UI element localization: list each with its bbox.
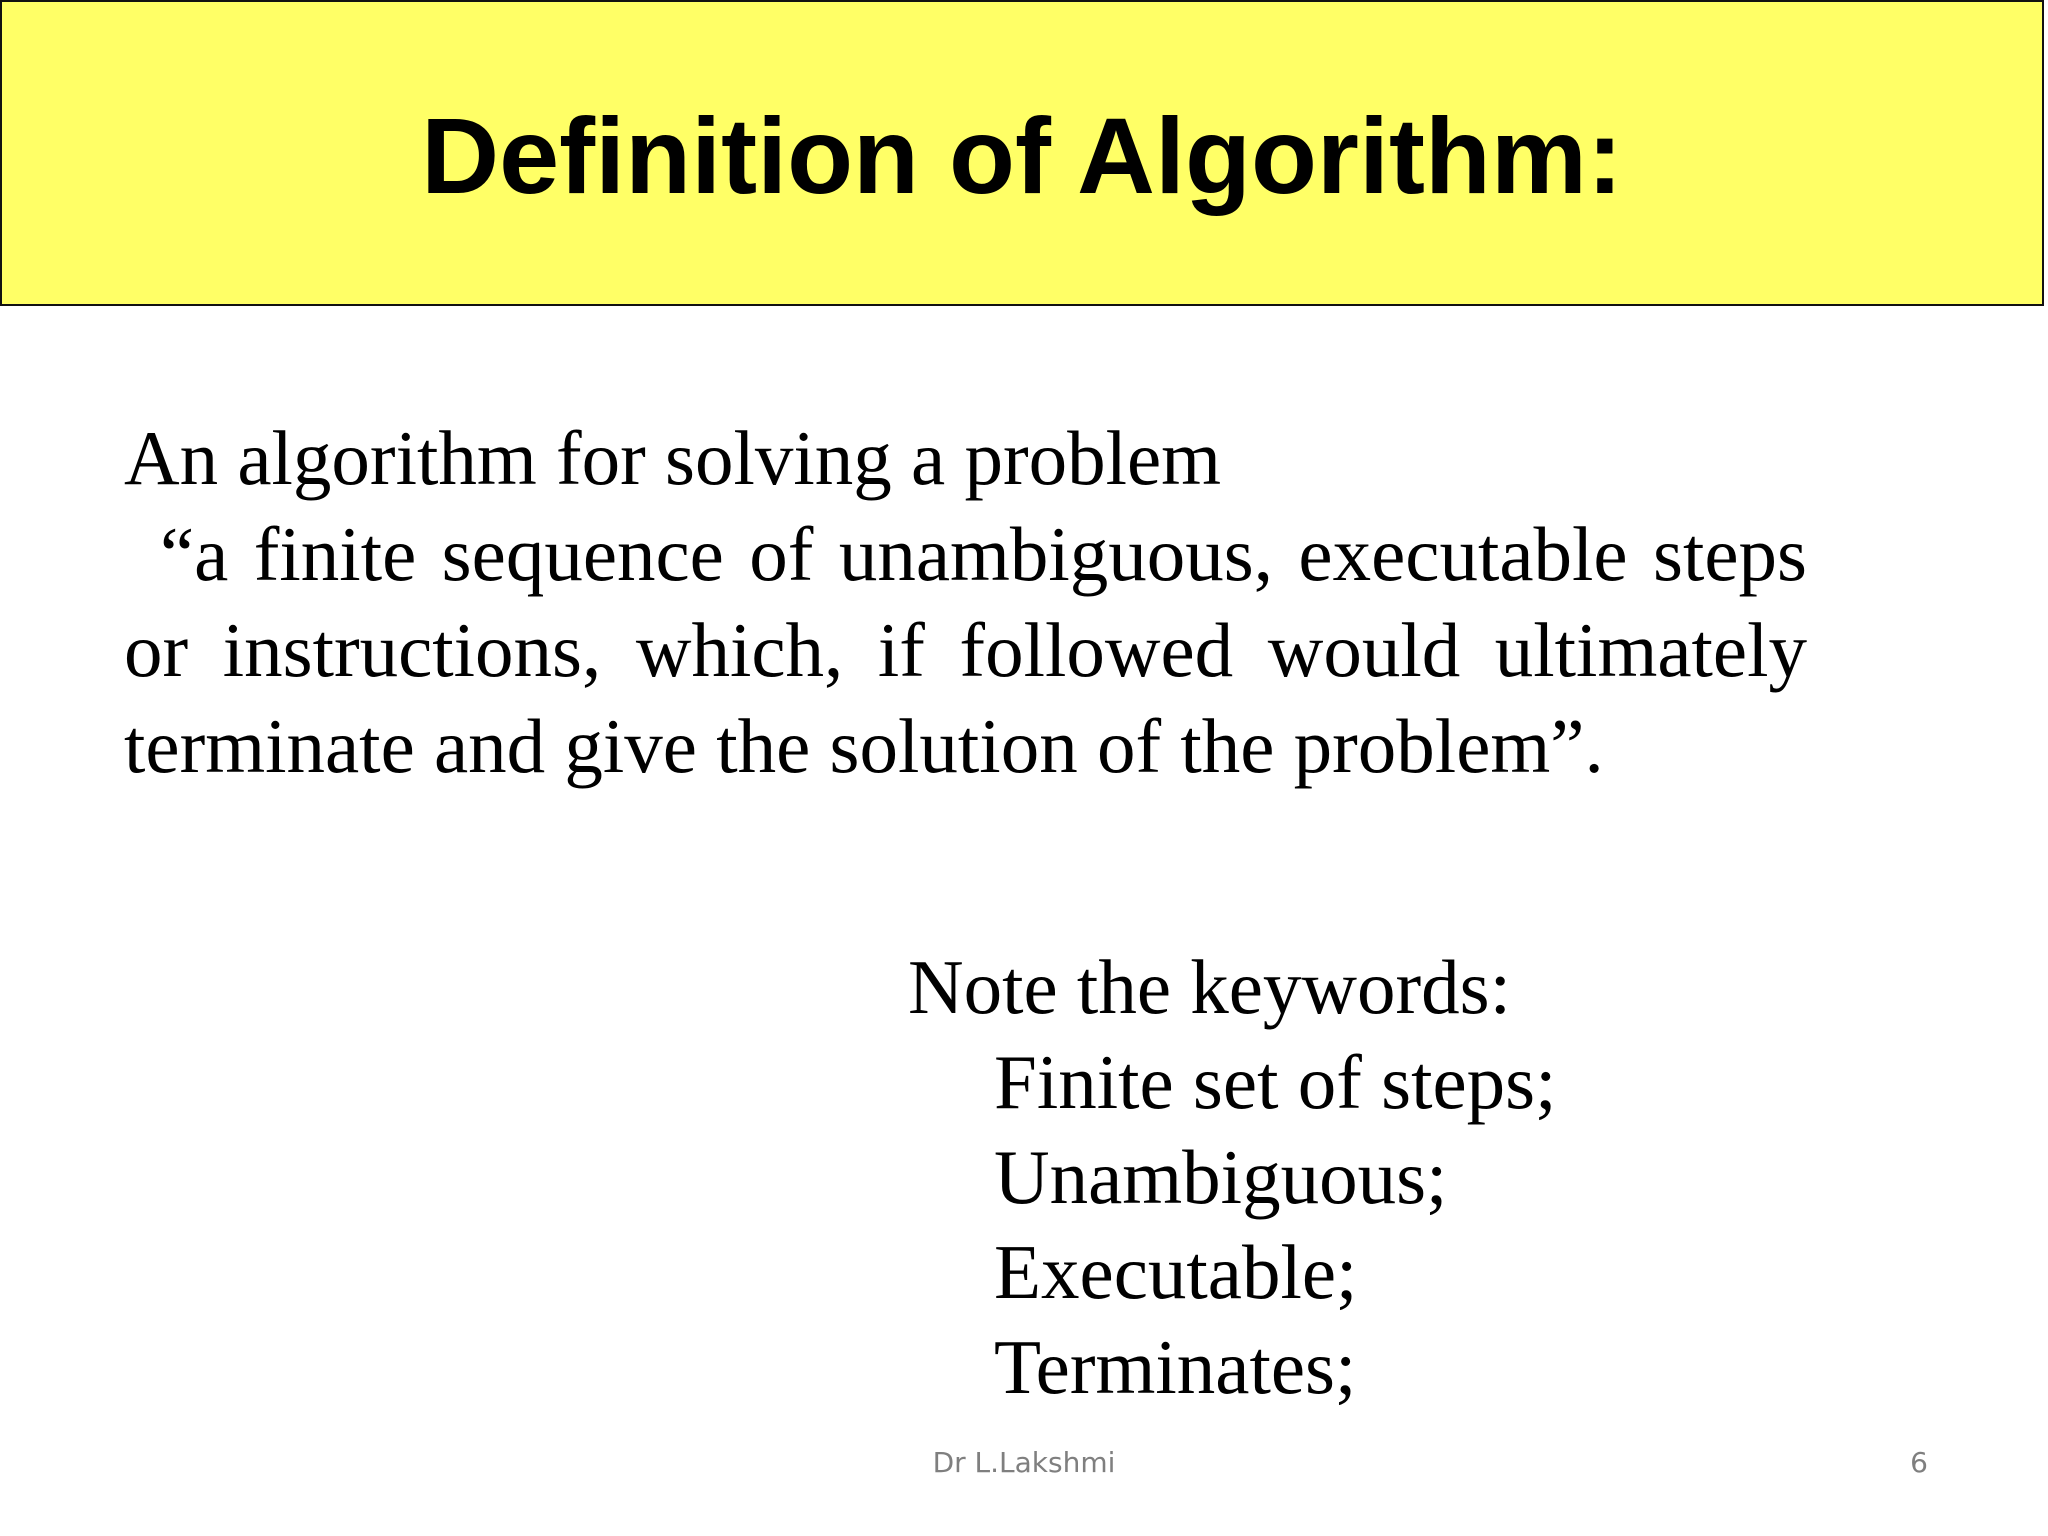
keyword-list <box>908 1035 1557 1415</box>
title-banner <box>0 0 2044 306</box>
slide-title: Definition of Algorithm: <box>421 94 1623 216</box>
keyword-item: Finite set of steps; <box>994 1039 1557 1125</box>
footer-author: Dr L.Lakshmi <box>932 1446 1116 1479</box>
keyword-item: Terminates; <box>994 1324 1357 1410</box>
page-number: 6 <box>1910 1446 1928 1479</box>
definition-text: “a finite sequence of unambiguous, executable steps or instructions, which, if followed would ultimately terminate and give the solution of the problem”. <box>124 511 1807 789</box>
intro-line: An algorithm for solving a problem <box>124 415 1222 501</box>
keywords-heading: Note the keywords: <box>908 944 1512 1030</box>
keyword-item: Unambiguous; <box>994 1134 1448 1220</box>
definition-block <box>124 410 1807 794</box>
keywords-block <box>908 940 1557 1415</box>
keyword-item: Executable; <box>994 1229 1358 1315</box>
